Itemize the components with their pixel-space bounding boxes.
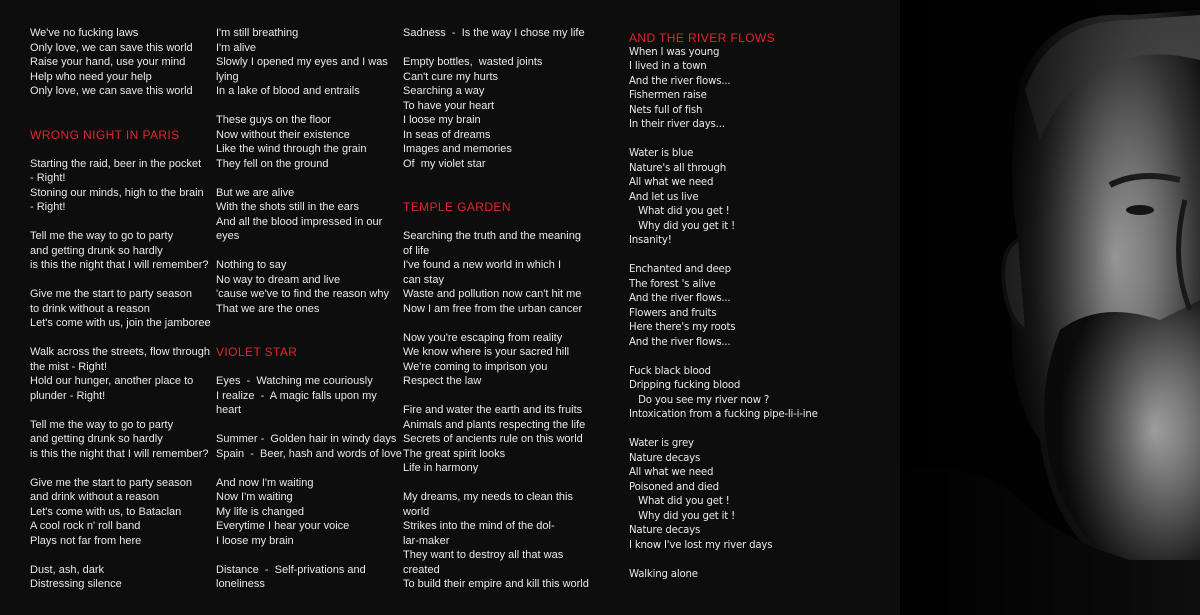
lyric-line: Spain - Beer, hash and words of love — [216, 447, 402, 460]
lyric-line: Of my violet star — [403, 157, 486, 170]
lyric-line: Searching a way — [403, 85, 485, 97]
lyric-line: Fire and water the earth and its fruits — [403, 404, 583, 416]
lyric-line: I'm alive — [216, 41, 256, 54]
lyric-line: The great spirit looks — [403, 447, 506, 460]
lyric-line: Distance - Self-privations and — [216, 563, 366, 576]
lyric-line: But we are alive — [216, 186, 295, 199]
lyric-line: Help who need your help — [30, 70, 152, 83]
lyric-line: I've found a new world in which I — [403, 259, 562, 271]
lyric-line: Eyes - Watching me couriously — [216, 375, 373, 387]
lyric-line: created — [403, 563, 440, 576]
lyric-line: Distressing silence — [30, 578, 122, 590]
lyric-line: Searching the truth and the meaning — [403, 230, 581, 242]
lyric-line: Water is grey — [629, 438, 694, 449]
lyric-line: Tell me the way to go to party — [30, 418, 174, 431]
song-title: AND THE RIVER FLOWS — [629, 31, 776, 45]
lyric-line: Nature decays — [629, 452, 701, 464]
lyric-line: is this the night that I will remember? — [30, 447, 209, 460]
lyric-line: My dreams, my needs to clean this — [403, 491, 573, 503]
stanza-break — [30, 113, 210, 128]
lyric-line: Flowers and fruits — [629, 307, 717, 319]
lyric-line: These guys on the floor — [216, 114, 331, 126]
lyric-line: Nets full of fish — [629, 104, 703, 116]
stanza-break — [30, 461, 210, 476]
lyric-line: Now without their existence — [216, 128, 350, 141]
lyric-line: When I was young — [629, 46, 720, 58]
lyric-line: Can't cure my hurts — [403, 70, 499, 83]
lyric-line: And now I'm waiting — [216, 476, 314, 489]
stanza-break — [403, 316, 583, 331]
lyric-line: Dust, ash, dark — [30, 563, 104, 576]
lyric-line: My life is changed — [216, 505, 305, 518]
stanza-break — [403, 171, 583, 186]
lyric-line: And let us live — [629, 191, 699, 203]
lyric-line: Fishermen raise — [629, 90, 707, 101]
stanza-break — [30, 273, 210, 288]
lyric-line: Insanity! — [629, 235, 672, 246]
stanza-break — [629, 423, 819, 438]
lyric-line: - Right! — [30, 172, 66, 184]
lyric-line: lying — [216, 70, 239, 83]
lyrics-column-4 — [629, 31, 819, 582]
lyric-line: loneliness — [216, 578, 265, 590]
lyric-line: To have your heart — [403, 99, 495, 112]
lyric-line: Nothing to say — [216, 259, 287, 271]
lyric-line: And the river flows... — [629, 336, 731, 348]
lyric-line: Only love, we can save this world — [30, 85, 193, 97]
lyric-line: Now I am free from the urban cancer — [403, 302, 583, 315]
lyric-line: Stoning our minds, high to the brain — [30, 186, 204, 199]
lyric-line: to drink without a reason — [30, 302, 150, 315]
lyric-line: And the river flows... — [629, 75, 731, 87]
stanza-break — [403, 186, 583, 201]
lyric-line: Poisoned and died — [629, 481, 719, 493]
stanza-break — [30, 403, 210, 418]
lyric-line: All what we need — [629, 467, 714, 478]
lyric-line: Walking alone — [629, 568, 698, 580]
lyric-line: Why did you get it ! — [629, 220, 735, 232]
lyric-line: Enchanted and deep — [629, 264, 731, 275]
lyric-line: Sadness - Is the way I chose my life — [403, 27, 585, 39]
lyric-line: No way to dream and live — [216, 273, 341, 286]
lyric-line: Walk across the streets, flow through — [30, 346, 210, 358]
lyric-line: Summer - Golden hair in windy days — [216, 433, 397, 445]
stanza-break — [216, 331, 396, 346]
lyric-line: All what we need — [629, 177, 714, 188]
lyric-line: We've no fucking laws — [30, 27, 139, 39]
lyric-line: Here there's my roots — [629, 322, 736, 333]
lyric-line: I loose my brain — [403, 114, 481, 126]
lyric-line: Now I'm waiting — [216, 491, 293, 503]
lyric-line: - Right! — [30, 201, 66, 213]
lyric-line: I know I've lost my river days — [629, 539, 773, 551]
lyric-line: Water is blue — [629, 148, 694, 159]
stanza-break — [403, 215, 583, 230]
lyric-line: eyes — [216, 230, 240, 242]
lyric-line: Empty bottles, wasted joints — [403, 56, 543, 68]
lyric-line: and getting drunk so hardly — [30, 433, 163, 445]
lyric-line: plunder - Right! — [30, 389, 106, 402]
lyric-line: Nature's all through — [629, 162, 727, 174]
stanza-break — [216, 316, 396, 331]
lyric-line: Animals and plants respecting the life — [403, 418, 586, 431]
lyric-line: Only love, we can save this world — [30, 41, 193, 54]
stanza-break — [216, 171, 396, 186]
lyric-line: Intoxication from a fucking pipe-li-i-ine — [629, 409, 818, 420]
lyric-line: Everytime I hear your voice — [216, 520, 350, 532]
lyric-line: To build their empire and kill this world — [403, 578, 589, 590]
lyric-line: of life — [403, 244, 430, 257]
lyric-line: Starting the raid, beer in the pocket — [30, 157, 202, 170]
lyric-line: Why did you get it ! — [629, 510, 735, 522]
stanza-break — [629, 350, 819, 365]
lyric-line: Let's come with us, join the jamboree — [30, 317, 211, 329]
lyric-line: Give me the start to party season — [30, 476, 193, 489]
lyric-line: They want to destroy all that was — [403, 549, 564, 561]
lyric-line: Life in harmony — [403, 462, 479, 474]
lyric-line: In seas of dreams — [403, 128, 491, 141]
lyric-line: Secrets of ancients rule on this world — [403, 433, 583, 445]
stanza-break — [216, 99, 396, 114]
lyric-line: We know where is your sacred hill — [403, 346, 570, 358]
lyric-line: Hold our hunger, another place to — [30, 375, 194, 387]
lyric-line: We're coming to imprison you — [403, 360, 548, 373]
stanza-break — [629, 249, 819, 264]
stanza-break — [403, 476, 583, 491]
lyric-line: the mist - Right! — [30, 360, 108, 373]
lyric-line: I lived in a town — [629, 61, 707, 72]
stanza-break — [216, 548, 396, 563]
lyric-line: Respect the law — [403, 375, 482, 387]
portrait-image — [900, 0, 1200, 615]
lyric-line: What did you get ! — [629, 206, 730, 217]
lyric-line: Do you see my river now ? — [629, 394, 770, 406]
lyric-line: In their river days... — [629, 119, 725, 130]
lyric-line: And all the blood impressed in our — [216, 215, 383, 228]
stanza-break — [216, 461, 396, 476]
lyric-line: I loose my brain — [216, 534, 294, 547]
lyric-line: With the shots still in the ears — [216, 201, 360, 213]
portrait-photo — [900, 0, 1200, 615]
stanza-break — [30, 142, 210, 157]
lyric-line: Like the wind through the grain — [216, 143, 367, 155]
lyric-line: In a lake of blood and entrails — [216, 85, 360, 97]
lyric-line: is this the night that I will remember? — [30, 259, 209, 271]
lyric-line: I realize - A magic falls upon my — [216, 389, 377, 402]
stanza-break — [629, 133, 819, 148]
lyric-line: and getting drunk so hardly — [30, 244, 163, 257]
stanza-break — [30, 548, 210, 563]
lyric-line: Nature decays — [629, 525, 701, 536]
stanza-break — [629, 553, 819, 568]
lyric-line: A cool rock n' roll band — [30, 520, 141, 532]
lyric-line: Plays not far from here — [30, 534, 142, 547]
lyric-line: Waste and pollution now can't hit me — [403, 288, 582, 300]
lyric-line: Strikes into the mind of the dol- — [403, 520, 555, 532]
lyrics-column-1 — [30, 26, 210, 592]
lyric-line: And the river flows... — [629, 293, 731, 304]
song-title: TEMPLE GARDEN — [403, 200, 511, 214]
lyric-line: Give me the start to party season — [30, 288, 193, 300]
stanza-break — [216, 244, 396, 259]
lyric-line: heart — [216, 404, 242, 416]
stanza-break — [30, 215, 210, 230]
lyric-line: Slowly I opened my eyes and I was — [216, 56, 388, 68]
stanza-break — [403, 41, 583, 56]
lyric-line: can stay — [403, 273, 444, 286]
lyric-line: Fuck black blood — [629, 365, 711, 377]
stanza-break — [403, 389, 583, 404]
lyric-line: Dripping fucking blood — [629, 380, 741, 391]
stanza-break — [216, 418, 396, 433]
lyric-line: lar-maker — [403, 534, 450, 547]
lyric-line: The forest 's alive — [629, 278, 716, 290]
song-title: VIOLET STAR — [216, 345, 298, 359]
lyric-line: I'm still breathing — [216, 27, 299, 39]
song-title: WRONG NIGHT IN PARIS — [30, 127, 180, 142]
lyrics-column-3 — [403, 26, 589, 592]
stanza-break — [30, 99, 210, 114]
lyrics-column-2 — [216, 26, 402, 592]
lyric-line: Let's come with us, to Bataclan — [30, 505, 182, 518]
lyric-line: world — [403, 505, 430, 518]
lyric-line: They fell on the ground — [216, 157, 329, 170]
lyric-line: 'cause we've to find the reason why — [216, 288, 389, 300]
lyric-line: Now you're escaping from reality — [403, 331, 563, 344]
lyric-line: Raise your hand, use your mind — [30, 56, 186, 68]
lyric-line: Images and memories — [403, 143, 512, 155]
lyric-line: and drink without a reason — [30, 491, 160, 503]
stanza-break — [30, 331, 210, 346]
lyric-line: What did you get ! — [629, 496, 730, 507]
lyric-line: Tell me the way to go to party — [30, 230, 174, 242]
stanza-break — [216, 360, 396, 375]
lyric-line: That we are the ones — [216, 302, 320, 315]
